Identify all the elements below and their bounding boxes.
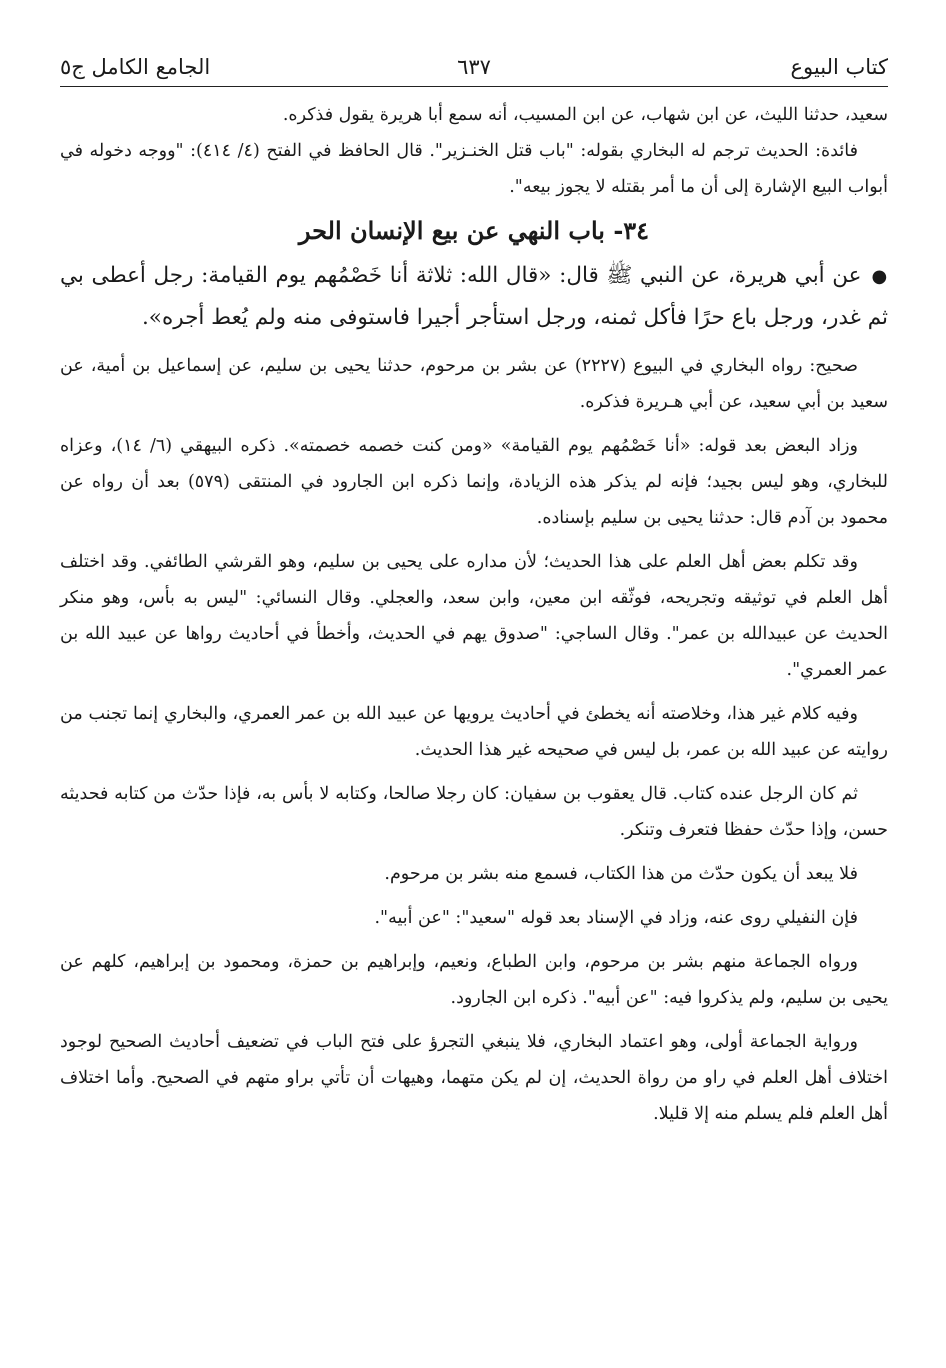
section-title: ٣٤- باب النهي عن بيع الإنسان الحر [298, 216, 650, 245]
hadith-text [60, 255, 888, 338]
paragraph-continuation: سعيد، حدثنا الليث، عن ابن شهاب، عن ابن المسيب، أنه سمع أبا هريرة يقول فذكره. [282, 105, 888, 125]
page-content [60, 97, 888, 1132]
chapter-title: كتاب البيوع [790, 55, 888, 79]
paragraph-note: فائدة: الحديث ترجم له البخاري بقوله: "باب قتل الخنـزير". قال الحافظ في الفتح (٤/ ٤١٤): "ووجه دخوله في أبواب البيع الإشارة إلى أن ما أمر بقتله لا يجوز بيعه". [60, 141, 888, 197]
commentary-paragraph: صحيح: رواه البخاري في البيوع (٢٢٢٧) عن بشر بن مرحوم، حدثنا يحيى بن سليم، عن إسماعيل بن أمية، عن سعيد بن أبي سعيد، عن أبي هـريرة فذكره. [60, 356, 888, 412]
book-title: الجامع الكامل ج٥ [60, 55, 211, 79]
commentary-paragraph: ورواية الجماعة أولى، وهو اعتماد البخاري، فلا ينبغي التجرؤ على فتح الباب في تضعيف أحاديث الصحيح لوجود اختلاف أهل العلم في راو من رواة الحديث، إن لم يكن متهما، وهيهات أن تأتي براو متهم في الصحيح. وأما اختلاف أهل العلم فلم يسلم منه إلا قليلا. [60, 1032, 888, 1124]
commentary-paragraph: ورواه الجماعة منهم بشر بن مرحوم، وابن الطباع، ونعيم، وإبراهيم بن حمزة، ومحمود بن إبراهيم، كلهم عن يحيى بن سليم، ولم يذكروا فيه: "عن أبيه". ذكره ابن الجارود. [60, 952, 888, 1008]
bullet-icon: ● [871, 266, 888, 287]
commentary-paragraph: وزاد البعض بعد قوله: «أنا خَصْمُهم يوم القيامة» «ومن كنت خصمه خصمته». ذكره البيهقي (٦/ ١٤)، وعزاه للبخاري، وهو ليس بجيد؛ فإنه لم يذكر هذه الزيادة، وإنما ذكره ابن الجارود في المنتقى (٥٧٩) بعد أن رواه عن محمود بن آدم قال: حدثنا يحيى بن سليم بإسناده. [60, 436, 888, 528]
commentary-paragraph: فإن النفيلي روى عنه، وزاد في الإسناد بعد قوله "سعيد": "عن أبيه". [374, 908, 858, 928]
page-number: ٦٣٧ [457, 55, 491, 79]
page-header [60, 40, 888, 87]
commentary-paragraph: وفيه كلام غير هذا، وخلاصته أنه يخطئ في أحاديث يرويها عن عبيد الله بن عمر العمري، والبخاري إنما تجنب من روايته عن عبيد الله بن عمر، بل ليس في صحيحه غير هذا الحديث. [60, 704, 888, 760]
commentary-paragraph: ثم كان الرجل عنده كتاب. قال يعقوب بن سفيان: كان رجلا صالحا، وكتابه لا بأس به، فإذا حدّث من كتابه فحديثه حسن، وإذا حدّث حفظا فتعرف وتنكر. [60, 784, 888, 840]
commentary-paragraph: وقد تكلم بعض أهل العلم على هذا الحديث؛ لأن مداره على يحيى بن سليم، وهو القرشي الطائفي. وقد اختلف أهل العلم في توثيقه وتجريحه، فوثّقه ابن معين، وابن سعد، والعجلي. وقال النسائي: "ليس به بأس، وهو منكر الحديث عن عبيدالله بن عمر". وقال الساجي: "صدوق يهم في الحديث، وأخطأ في أحاديث رواها عن عبيد الله بن عمر العمري". [60, 552, 888, 680]
commentary-paragraph: فلا يبعد أن يكون حدّث من هذا الكتاب، فسمع منه بشر بن مرحوم. [384, 864, 858, 884]
hadith-body: عن أبي هريرة، عن النبي ﷺ قال: «قال الله: ثلاثة أنا خَصْمُهم يوم القيامة: رجل أعطى بي ثم غدر، ورجل باع حرًا فأكل ثمنه، ورجل استأجر أجيرا فاستوفى منه ولم يُعط أجره». [60, 263, 888, 330]
book-page [60, 40, 888, 1340]
